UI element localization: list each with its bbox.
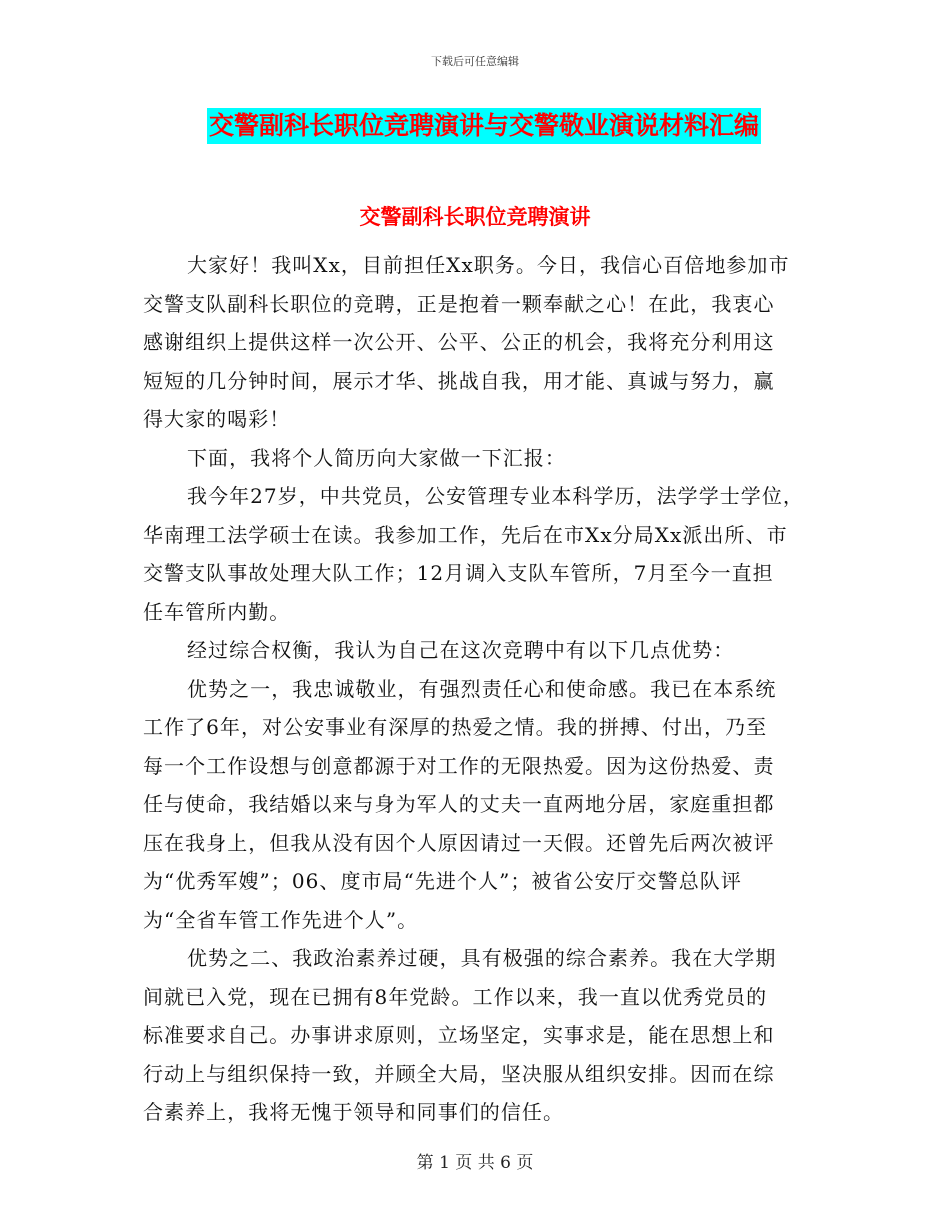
text-line: 合素养上，我将无愧于领导和同事们的信任。 — [143, 1100, 564, 1124]
document-body — [143, 246, 811, 1132]
text-line: 为“优秀军嫂”；06、度市局“先进个人”；被省公安厅交警总队评 — [143, 869, 742, 893]
text-line: 优势之一，我忠诚敬业，有强烈责任心和使命感。我已在本系统 — [187, 676, 777, 701]
text-line: 为“全省车管工作先进个人”。 — [143, 907, 419, 932]
text-line: 标准要求自己。办事讲求原则，立场坚定，实事求是，能在思想上和 — [143, 1023, 775, 1047]
page-header-note: 下载后可任意编辑 — [431, 55, 519, 68]
text-line: 华南理工法学硕士在读。我参加工作，先后在市Xx分局Xx派出所、市 — [143, 522, 788, 547]
text-line: 经过综合权衡，我认为自己在这次竞聘中有以下几点优势： — [187, 638, 735, 662]
text-line: 短短的几分钟时间，展示才华、挑战自我，用才能、真诚与努力，赢 — [143, 368, 775, 393]
text-line: 大家好！我叫Xx，目前担任Xx职务。今日，我信心百倍地参加市 — [187, 253, 790, 277]
text-line: 任车管所内勤。 — [143, 599, 291, 624]
text-line: 间就已入党，现在已拥有8年党龄。工作以来，我一直以优秀党员的 — [143, 984, 768, 1009]
document-title: 交警副科长职位竞聘演讲与交警敬业演说材料汇编 — [207, 108, 761, 144]
text-line: 优势之二、我政治素养过硬，具有极强的综合素养。我在大学期 — [187, 946, 777, 970]
text-line: 感谢组织上提供这样一次公开、公平、公正的机会，我将充分利用这 — [143, 330, 775, 354]
text-line: 交警支队事故处理大队工作；12月调入支队车管所，7月至今一直担 — [143, 561, 774, 585]
text-line: 我今年27岁，中共党员，公安管理专业本科学历，法学学士学位， — [187, 484, 804, 508]
text-line: 得大家的喝彩！ — [143, 407, 291, 431]
text-line: 下面，我将个人简历向大家做一下汇报： — [187, 445, 566, 470]
text-line: 行动上与组织保持一致，并顾全大局，坚决服从组织安排。因而在综 — [143, 1061, 775, 1086]
text-line: 工作了6年，对公安事业有深厚的热爱之情。我的拼搏、付出，乃至 — [143, 715, 768, 739]
page-footer: 第 1 页 共 6 页 — [416, 1153, 534, 1173]
text-line: 任与使命，我结婚以来与身为军人的丈夫一直两地分居，家庭重担都 — [143, 792, 775, 816]
text-line: 每一个工作设想与创意都源于对工作的无限热爱。因为这份热爱、责 — [143, 753, 775, 778]
text-line: 压在我身上，但我从没有因个人原因请过一天假。还曾先后两次被评 — [143, 830, 775, 855]
section-title: 交警副科长职位竞聘演讲 — [359, 204, 591, 229]
text-line: 交警支队副科长职位的竞聘，正是抱着一颗奉献之心！在此，我衷心 — [143, 291, 775, 316]
